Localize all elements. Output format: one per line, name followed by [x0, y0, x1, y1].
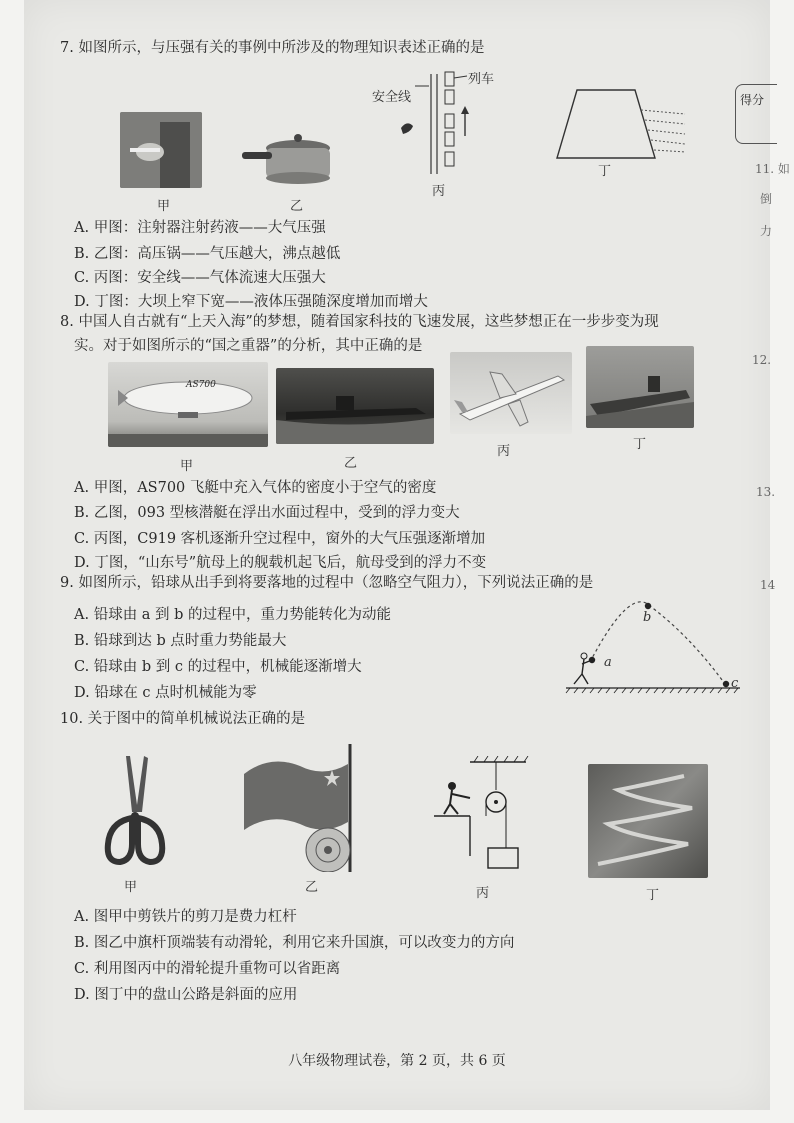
q10-stem: 10. 关于图中的简单机械说法正确的是: [60, 711, 306, 727]
q7-label-jia: 甲: [157, 199, 171, 214]
q7-label-ding: 丁: [598, 164, 612, 179]
margin-q11: 11. 如: [755, 162, 790, 176]
q9-option-d: D. 铅球在 c 点时机械能为零: [74, 685, 257, 701]
pressure-cooker-icon: [240, 128, 340, 188]
q9-option-a: A. 铅球由 a 到 b 的过程中，重力势能转化为动能: [74, 607, 392, 623]
q10-label-jia: 甲: [124, 880, 138, 895]
airliner-photo: [450, 352, 572, 434]
q9-option-c: C. 铅球由 b 到 c 的过程中，机械能逐渐增大: [74, 659, 362, 675]
q8-label-ding: 丁: [633, 437, 647, 452]
dam-diagram: [555, 86, 690, 166]
q7-option-a: A. 甲图：注射器注射药液——大气压强: [74, 220, 326, 236]
margin-q13: 13.: [756, 485, 776, 499]
q8-option-d: D. 丁图，“山东号”航母上的舰载机起飞后，航母受到的浮力不变: [74, 555, 487, 571]
q10-option-c: C. 利用图丙中的滑轮提升重物可以省距离: [74, 961, 341, 977]
airship-image: [108, 362, 268, 447]
q7-option-d: D. 丁图：大坝上窄下宽——液体压强随深度增加而增大: [74, 294, 428, 310]
q8-option-a: A. 甲图，AS700 飞艇中充入气体的密度小于空气的密度: [74, 480, 437, 496]
train-text: 列车: [468, 72, 495, 87]
q10-label-bing: 丙: [476, 886, 490, 901]
scissors-icon: [100, 752, 170, 870]
q10-label-yi: 乙: [305, 880, 319, 895]
injection-image: [120, 112, 202, 188]
airship-photo: [108, 362, 268, 447]
carrier-image: [586, 346, 694, 428]
score-label: 得分: [740, 93, 765, 107]
q9-stem: 9. 如图所示，铅球从出手到将要落地的过程中（忽略空气阻力），下列说法正确的是: [60, 575, 594, 591]
margin-q12: 12.: [752, 353, 772, 367]
q8-stem-line1: 8. 中国人自古就有“上天入海”的梦想，随着国家科技的飞速发展，这些梦想正在一步步变为现: [60, 314, 659, 330]
safety-line-diagram: [395, 66, 475, 181]
airship-text: AS700: [186, 380, 216, 390]
submarine-image: [276, 368, 434, 444]
q7-label-yi: 乙: [290, 199, 304, 214]
q7-stem: 7. 如图所示，与压强有关的事例中所涉及的物理知识表述正确的是: [60, 40, 485, 56]
margin-q11-c: 力: [760, 224, 773, 238]
margin-q14: 14: [760, 578, 776, 592]
q8-option-c: C. 丙图，C919 客机逐渐升空过程中，窗外的大气压强逐渐增加: [74, 531, 486, 547]
airliner-image: [450, 352, 572, 434]
shot-put-trajectory-diagram: [560, 596, 750, 701]
q7-label-bing: 丙: [432, 184, 446, 199]
safety-line-text: 安全线: [372, 90, 412, 105]
q9-option-b: B. 铅球到达 b 点时重力势能最大: [74, 633, 287, 649]
q7-fig-jia-photo: [120, 112, 202, 188]
page-footer: 八年级物理试卷，第 2 页，共 6 页: [288, 1053, 506, 1069]
submarine-photo: [276, 368, 434, 444]
q8-label-jia: 甲: [180, 459, 194, 474]
mountain-road-photo: [588, 764, 708, 878]
q10-option-d: D. 图丁中的盘山公路是斜面的应用: [74, 987, 298, 1003]
q7-option-b: B. 乙图：高压锅——气压越大，沸点越低: [74, 246, 341, 262]
q7-option-c: C. 丙图：安全线——气体流速大压强大: [74, 270, 326, 286]
q10-option-b: B. 图乙中旗杆顶端装有动滑轮，利用它来升国旗，可以改变力的方向: [74, 935, 515, 951]
q8-label-yi: 乙: [344, 456, 358, 471]
q8-option-b: B. 乙图，093 型核潜艇在浮出水面过程中，受到的浮力变大: [74, 505, 460, 521]
flag-pulley-diagram: [240, 744, 360, 872]
point-a-label: a: [604, 655, 612, 670]
q10-label-ding: 丁: [646, 888, 660, 903]
point-c-label: c: [731, 676, 739, 691]
margin-q11-b: 倒: [760, 192, 773, 206]
pulley-weight-diagram: [430, 756, 530, 880]
carrier-photo: [586, 346, 694, 428]
q8-stem-line2: 实。对于如图所示的“国之重器”的分析，其中正确的是: [74, 338, 423, 354]
point-b-label: b: [643, 610, 652, 625]
q10-option-a: A. 图甲中剪铁片的剪刀是费力杠杆: [74, 909, 297, 925]
mountain-road-image: [588, 764, 708, 878]
score-box: [735, 84, 777, 144]
q8-label-bing: 丙: [497, 444, 511, 459]
